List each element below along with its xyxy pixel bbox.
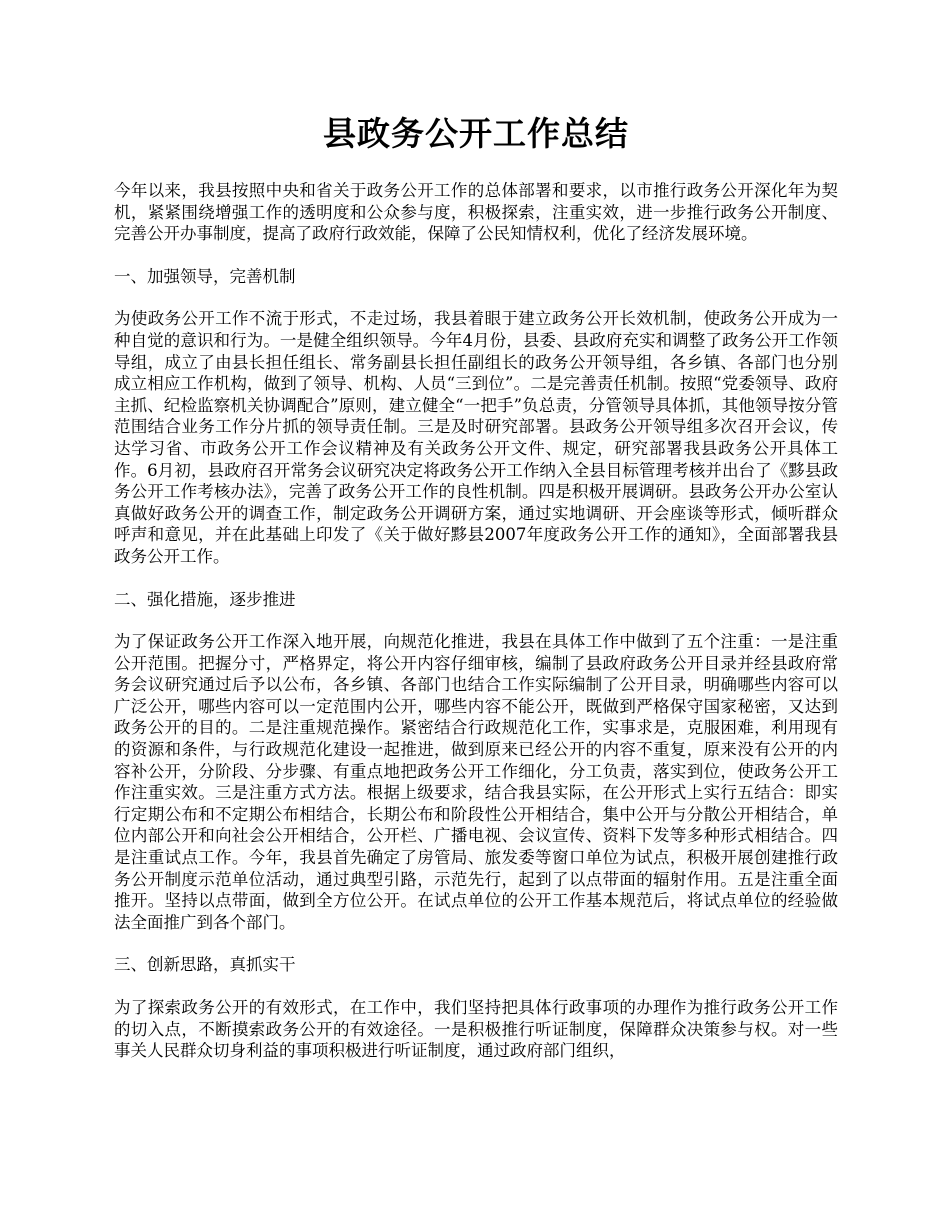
section-heading-3: 三、创新思路，真抓实干 xyxy=(114,955,296,975)
section-body-2: 为了保证政务公开工作深入地开展，向规范化推进，我县在具体工作中做到了五个注重：一是注重公开范围。把握分寸，严格界定，将公开内容仔细审核，编制了县政府政务公开目录并经县政府常务会议研究通过后予以公布，各乡镇、各部门也结合工作实际编制了公开目录，明确哪些内容可以广泛公开，哪些内容可以一定范围内公开，哪些内容不能公开，既做到严格保守国家秘密，又达到政务公开的目的。二是注重规范操作。紧密结合行政规范化工作，实事求是，克服困难，利用现有的资源和条件，与行政规范化建设一起推进，做到原来已经公开的内容不重复，原来没有公开的内容补公开，分阶段、分步骤、有重点地把政务公开工作细化，分工负责，落实到位，使政务公开工作注重实效。三是注重方式方法。根据上级要求，结合我县实际，在公开形式上实行五结合：即实行定期公布和不定期公布相结合，长期公布和阶段性公开相结合，集中公开与分散公开相结合，单位内部公开和向社会公开相结合，公开栏、广播电视、会议宣传、资料下发等多种形式相结合。四是注重试点工作。今年，我县首先确定了房管局、旅发委等窗口单位为试点，积极开展创建推行政务公开制度示范单位活动，通过典型引路，示范先行，起到了以点带面的辐射作用。五是注重全面推开。坚持以点带面，做到全方位公开。在试点单位的公开工作基本规范后，将试点单位的经验做法全面推广到各个部门。 xyxy=(114,632,838,932)
section-body-3: 为了探索政务公开的有效形式，在工作中，我们坚持把具体行政事项的办理作为推行政务公开工作的切入点，不断摸索政务公开的有效途径。一是积极推行听证制度，保障群众决策参与权。对一些事关人民群众切身利益的事项积极进行听证制度，通过政府部门组织， xyxy=(114,998,838,1061)
section-body-1: 为使政务公开工作不流于形式，不走过场，我县着眼于建立政务公开长效机制，使政务公开成为一种自觉的意识和行为。一是健全组织领导。今年4月份，县委、县政府充实和调整了政务公开工作领导组，成立了由县长担任组长、常务副县长担任副组长的政务公开领导组，各乡镇、各部门也分别成立相应工作机构，做到了领导、机构、人员“三到位”。二是完善责任机制。按照“党委领导、政府主抓、纪检监察机关协调配合”原则，建立健全“一把手”负总责，分管领导具体抓，其他领导按分管范围结合业务工作分片抓的领导责任制。三是及时研究部署。县政务公开领导组多次召开会议，传达学习省、市政务公开工作会议精神及有关政务公开文件、规定，研究部署我县政务公开具体工作。6月初，县政府召开常务会议研究决定将政务公开工作纳入全县目标管理考核并出台了《黟县政务公开工作考核办法》，完善了政务公开工作的良性机制。四是积极开展调研。县政务公开办公室认真做好政务公开的调查工作，制定政务公开调研方案，通过实地调研、开会座谈等形式，倾听群众呼声和意见，并在此基础上印发了《关于做好黟县2007年度政务公开工作的通知》，全面部署我县政务公开工作。 xyxy=(114,309,838,566)
section-heading-2: 二、强化措施，逐步推进 xyxy=(114,589,296,609)
document-page xyxy=(114,110,838,1083)
document-title: 县政务公开工作总结 xyxy=(323,114,629,153)
intro-paragraph: 今年以来，我县按照中央和省关于政务公开工作的总体部署和要求，以市推行政务公开深化年为契机，紧紧围绕增强工作的透明度和公众参与度，积极探索，注重实效，进一步推行政务公开制度、完善公开办事制度，提高了政府行政效能，保障了公民知情权利，优化了经济发展环境。 xyxy=(114,181,838,244)
section-heading-1: 一、加强领导，完善机制 xyxy=(114,266,296,286)
